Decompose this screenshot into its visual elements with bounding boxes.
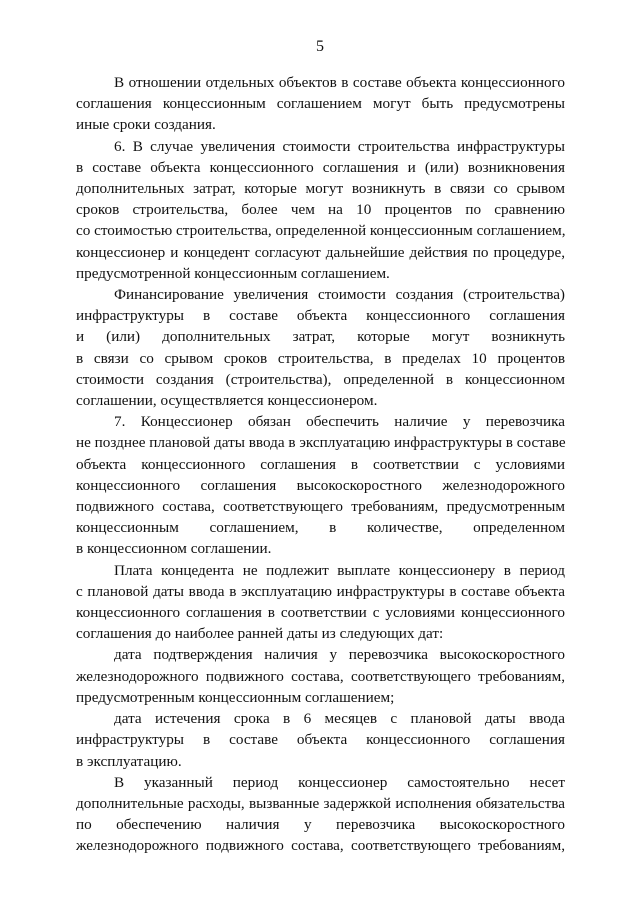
paragraph — [76, 644, 565, 708]
document-body — [76, 72, 565, 857]
text-line: 6. В случае увеличения стоимости строительства инфраструктуры — [114, 137, 565, 155]
text-line: дополнительные расходы, вызванные задержкой исполнения обязательства — [76, 794, 565, 812]
text-line: стоимости создания (строительства), определенной в концессионном — [76, 370, 565, 388]
text-line: по обеспечению наличия у перевозчика высокоскоростного — [76, 816, 565, 834]
text-line: в концессионном соглашении. — [76, 540, 272, 558]
text-line: соглашения концессионным соглашением могут быть предусмотрены — [76, 95, 565, 113]
text-line: дата подтверждения наличия у перевозчика высокоскоростного — [114, 646, 565, 664]
text-line: Плата концедента не подлежит выплате концессионеру в период — [114, 561, 565, 579]
text-line: Финансирование увеличения стоимости создания (строительства) — [114, 286, 565, 304]
text-line: в составе объекта концессионного соглашения и (или) возникновения — [76, 158, 565, 176]
text-line: инфраструктуры в составе объекта концессионного соглашения — [76, 307, 565, 325]
text-line: концессионным соглашением, в количестве, определенном — [76, 519, 565, 537]
text-line: со стоимостью строительства, определенной концессионным соглашением, — [76, 222, 566, 240]
text-line: дополнительных затрат, которые могут возникнуть в связи со срывом — [76, 180, 565, 198]
text-line: соглашении, осуществляется концессионером. — [76, 392, 378, 410]
text-line: предусмотренной концессионным соглашением. — [76, 264, 390, 282]
text-line: иные сроки создания. — [76, 116, 216, 134]
text-line: дата истечения срока в 6 месяцев с плановой даты ввода — [114, 710, 565, 728]
text-line: не позднее плановой даты ввода в эксплуатацию инфраструктуры в составе — [76, 434, 566, 452]
paragraph — [76, 411, 565, 559]
text-line: в эксплуатацию. — [76, 752, 182, 770]
text-line: с плановой даты ввода в эксплуатацию инфраструктуры в составе объекта — [76, 582, 565, 600]
paragraph — [76, 72, 565, 136]
text-line: предусмотренным концессионным соглашением; — [76, 688, 395, 706]
paragraph — [76, 136, 565, 284]
text-line: 7. Концессионер обязан обеспечить наличие у перевозчика — [114, 413, 565, 431]
paragraph — [76, 708, 565, 772]
paragraph — [76, 284, 565, 411]
text-line: и (или) дополнительных затрат, которые могут возникнуть — [76, 328, 565, 346]
page-number: 5 — [316, 38, 324, 55]
text-line: в связи со срывом сроков строительства, в пределах 10 процентов — [76, 349, 565, 367]
text-line: соглашения до наиболее ранней даты из следующих дат: — [76, 625, 444, 643]
text-line: В отношении отдельных объектов в составе объекта концессионного — [114, 74, 565, 91]
text-line: концессионер и концедент согласуют дальнейшие действия по процедуре, — [76, 243, 565, 261]
text-line: сроков строительства, более чем на 10 процентов по сравнению — [76, 201, 565, 219]
paragraph — [76, 560, 565, 645]
text-line: инфраструктуры в составе объекта концессионного соглашения — [76, 731, 565, 749]
paragraph — [76, 772, 565, 857]
text-line: концессионного соглашения в соответствии с условиями концессионного — [76, 604, 565, 622]
text-line: объекта концессионного соглашения в соответствии с условиями — [76, 455, 565, 473]
text-line: железнодорожного подвижного состава, соответствующего требованиям, — [76, 837, 565, 855]
text-line: железнодорожного подвижного состава, соответствующего требованиям, — [76, 667, 565, 685]
text-line: В указанный период концессионер самостоятельно несет — [114, 773, 565, 791]
text-line: подвижного состава, соответствующего требованиям, предусмотренным — [76, 498, 565, 516]
text-line: концессионного соглашения высокоскоростного железнодорожного — [76, 476, 565, 494]
